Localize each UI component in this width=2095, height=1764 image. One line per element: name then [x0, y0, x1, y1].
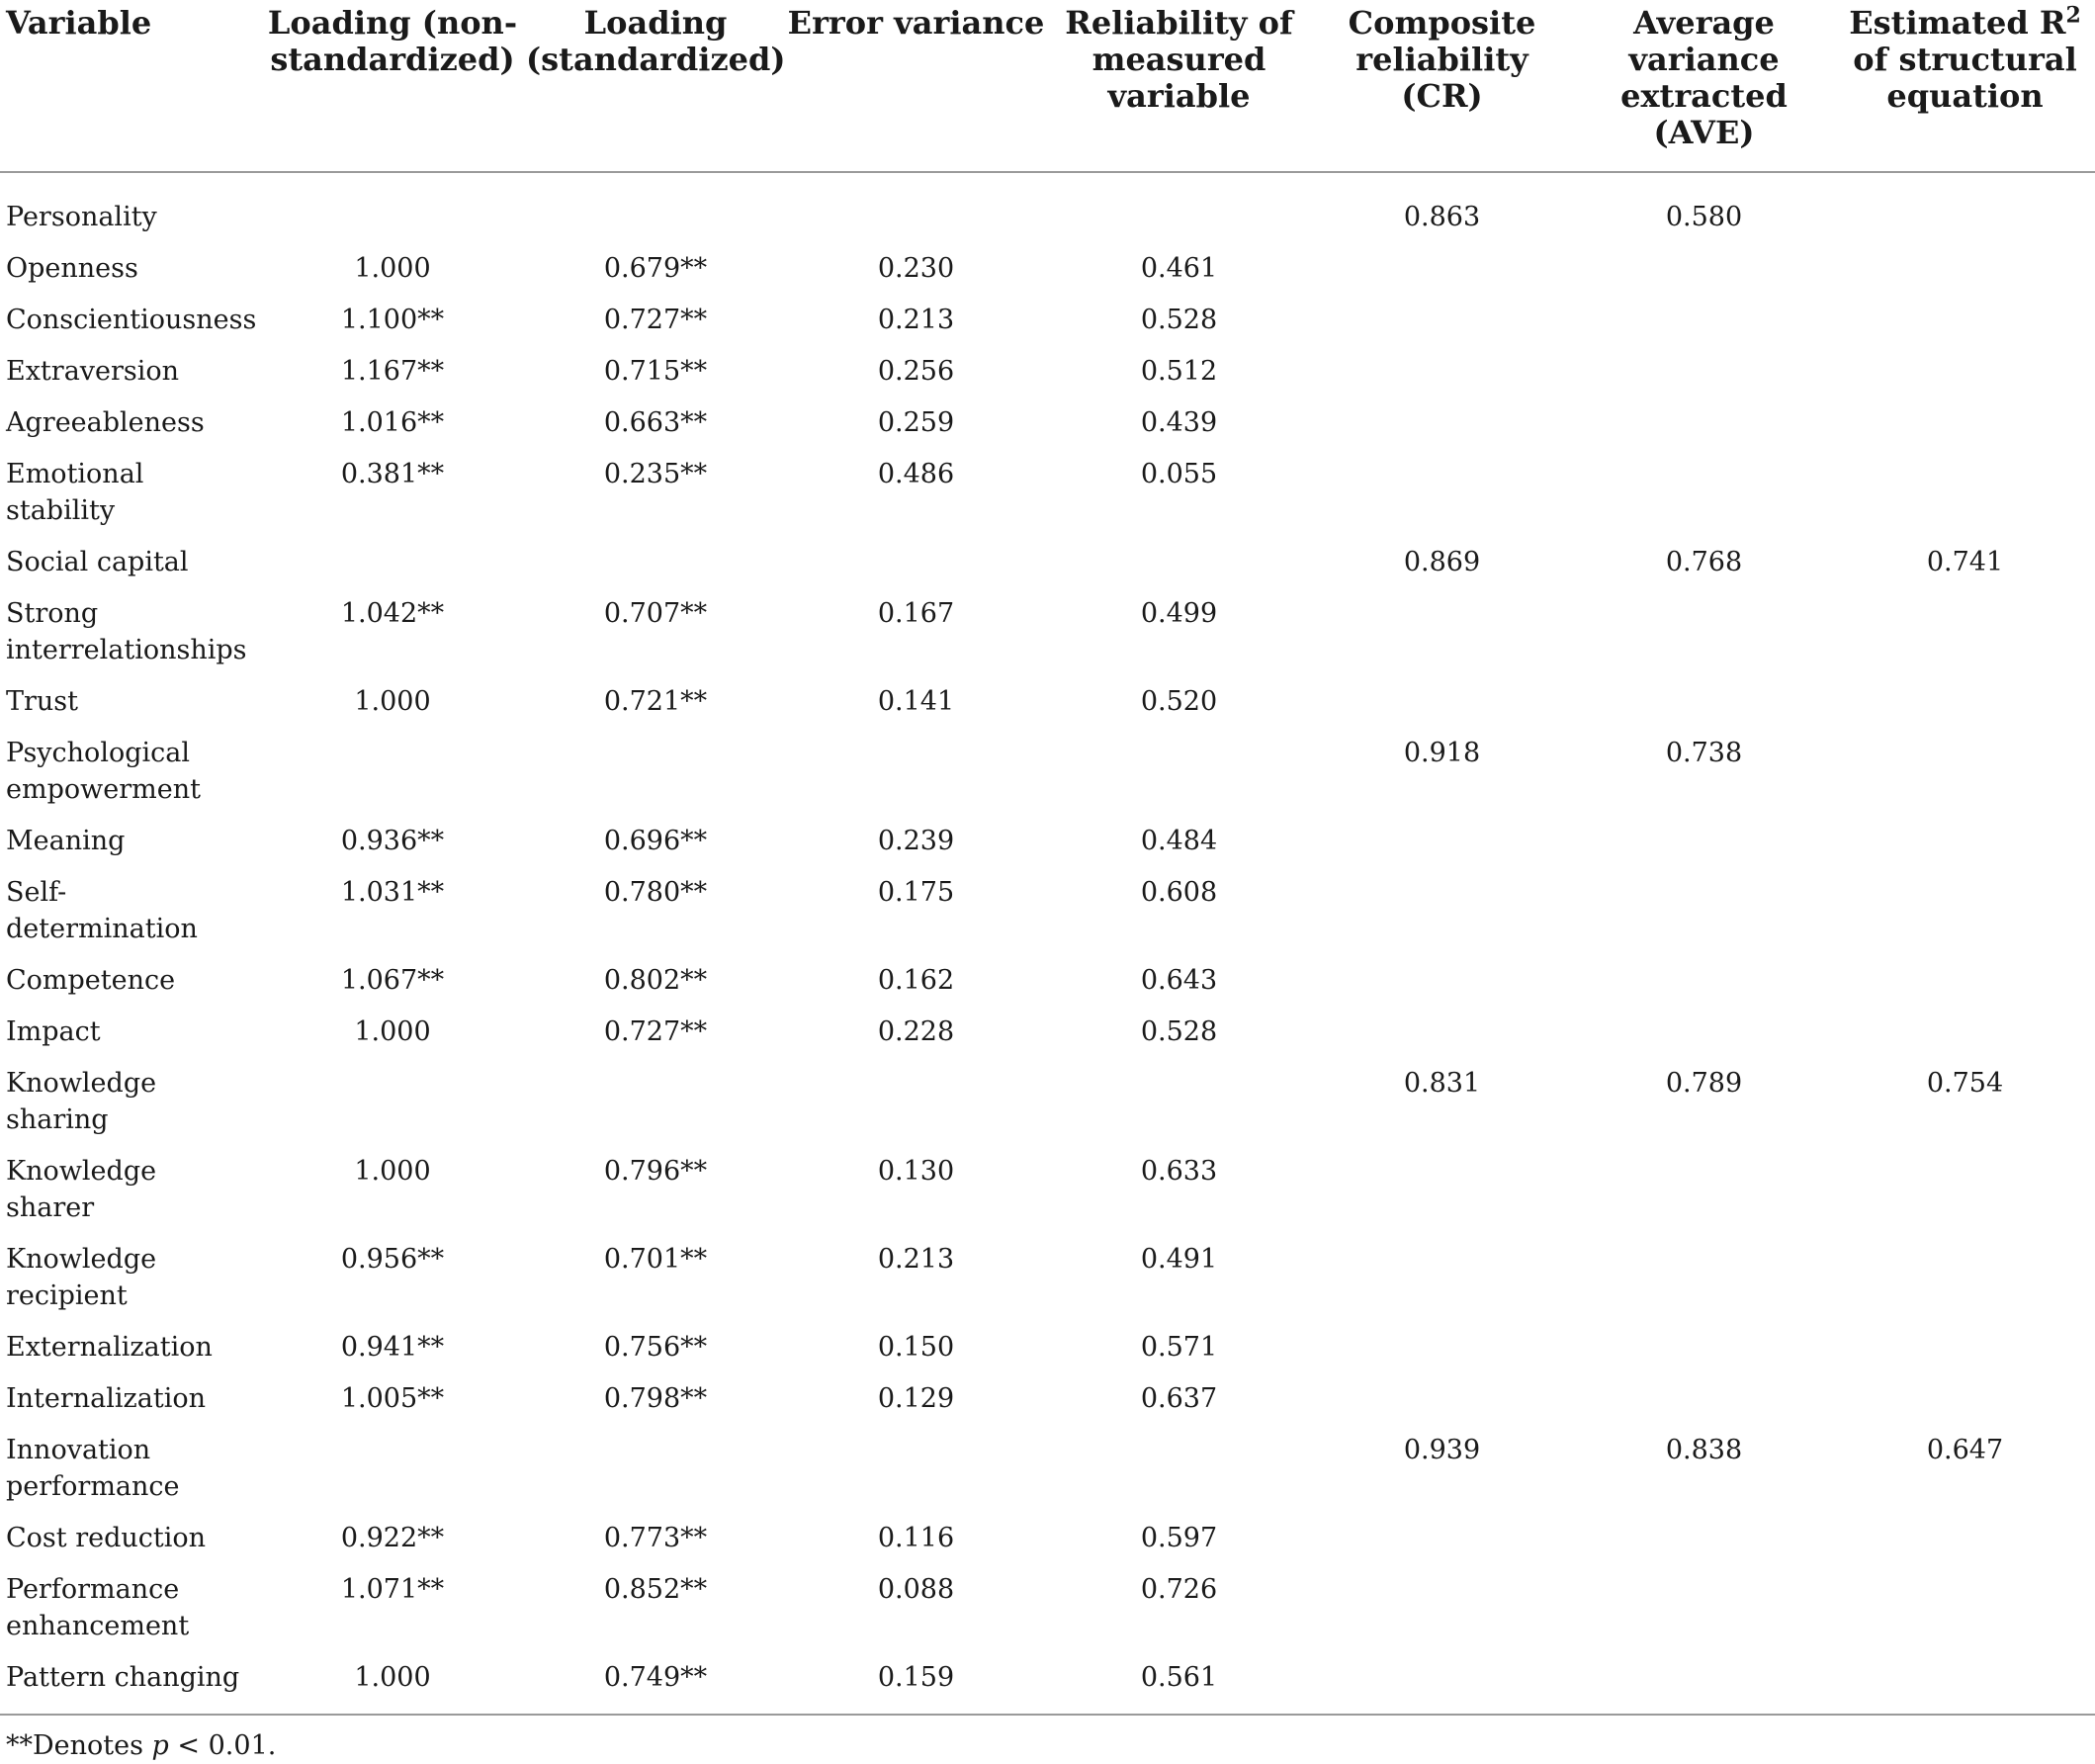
- cell-loading-nonstandardized: 1.167**: [340, 356, 445, 387]
- table-row: [0, 1372, 2095, 1424]
- cell-composite-reliability: [1311, 1321, 1573, 1372]
- cell-loading-standardized: 0.802**: [603, 965, 708, 996]
- cell-estimated-r2: [1835, 1321, 2095, 1372]
- cell-error-variance: 0.259: [877, 407, 955, 438]
- cell-ave: 0.768: [1665, 547, 1743, 577]
- table-row: [0, 727, 2095, 815]
- cell-loading-standardized: 0.749**: [603, 1662, 708, 1693]
- cell-variable: Extraversion: [6, 356, 180, 387]
- cell-ave: [1573, 866, 1835, 954]
- cell-composite-reliability: [1311, 1512, 1573, 1563]
- cell-reliability: 0.528: [1140, 305, 1218, 335]
- cell-estimated-r2: [1835, 1563, 2095, 1651]
- cell-loading-nonstandardized: 0.922**: [340, 1523, 445, 1553]
- table-row: [0, 954, 2095, 1006]
- cell-variable: Strong interrelationships: [6, 598, 247, 665]
- cell-variable: Knowledge recipient: [6, 1244, 157, 1311]
- cell-loading-nonstandardized: 1.042**: [340, 598, 445, 629]
- cell-variable: Emotional stability: [6, 459, 144, 526]
- cell-loading-standardized: 0.773**: [603, 1523, 708, 1553]
- table-row: [0, 1233, 2095, 1321]
- cell-loading-standardized: 0.852**: [603, 1574, 708, 1605]
- cell-variable: Innovation performance: [6, 1435, 180, 1502]
- cell-reliability: 0.571: [1140, 1332, 1218, 1363]
- cell-reliability: [1047, 1424, 1311, 1512]
- cell-composite-reliability: [1311, 1145, 1573, 1233]
- cell-ave: 0.580: [1665, 202, 1743, 232]
- cell-ave: [1573, 1563, 1835, 1651]
- cell-reliability: 0.461: [1140, 253, 1218, 284]
- cell-error-variance: 0.175: [877, 877, 955, 908]
- table-row: [0, 1424, 2095, 1512]
- cell-estimated-r2: 0.741: [1926, 547, 2004, 577]
- cell-variable: Social capital: [6, 547, 189, 577]
- cell-loading-nonstandardized: [259, 1424, 526, 1512]
- table-body: [0, 172, 2095, 1715]
- cell-composite-reliability: [1311, 1563, 1573, 1651]
- cell-variable: Pattern changing: [6, 1662, 240, 1693]
- cell-composite-reliability: [1311, 448, 1573, 536]
- cell-loading-standardized: [526, 1057, 785, 1145]
- cell-variable: Externalization: [6, 1332, 213, 1363]
- cell-variable: Cost reduction: [6, 1523, 207, 1553]
- cell-composite-reliability: [1311, 954, 1573, 1006]
- cell-loading-nonstandardized: 1.067**: [340, 965, 445, 996]
- footnote-italic: p: [151, 1730, 169, 1761]
- cell-composite-reliability: 0.863: [1403, 202, 1481, 232]
- cell-error-variance: 0.129: [877, 1383, 955, 1414]
- table-row: [0, 294, 2095, 345]
- cell-composite-reliability: [1311, 675, 1573, 727]
- cell-loading-nonstandardized: [259, 727, 526, 815]
- cell-error-variance: 0.486: [877, 459, 955, 489]
- cell-loading-standardized: 0.679**: [603, 253, 708, 284]
- cell-reliability: [1047, 1057, 1311, 1145]
- table-row: [0, 536, 2095, 587]
- cell-variable: Openness: [6, 253, 138, 284]
- table-row: [0, 1006, 2095, 1057]
- cell-loading-standardized: [526, 536, 785, 587]
- table-row: [0, 1145, 2095, 1233]
- header-r2-superscript: 2: [2065, 2, 2081, 29]
- cell-error-variance: [785, 727, 1047, 815]
- cell-estimated-r2: [1835, 1006, 2095, 1057]
- cell-loading-nonstandardized: 0.936**: [340, 826, 445, 856]
- cell-estimated-r2: [1835, 1233, 2095, 1321]
- table-row: [0, 1057, 2095, 1145]
- cell-estimated-r2: [1835, 1145, 2095, 1233]
- cell-reliability: [1047, 536, 1311, 587]
- cell-loading-standardized: 0.796**: [603, 1156, 708, 1187]
- cell-ave: 0.738: [1665, 738, 1743, 768]
- cell-reliability: 0.491: [1140, 1244, 1218, 1275]
- cell-loading-standardized: 0.707**: [603, 598, 708, 629]
- cell-ave: [1573, 1233, 1835, 1321]
- table-row: [0, 1321, 2095, 1372]
- header-loading-standardized: Loading (standardized): [526, 4, 786, 78]
- cell-estimated-r2: [1835, 866, 2095, 954]
- cell-error-variance: 0.130: [877, 1156, 955, 1187]
- cell-loading-nonstandardized: 1.000: [354, 1662, 431, 1693]
- cell-ave: [1573, 954, 1835, 1006]
- cell-reliability: 0.512: [1140, 356, 1218, 387]
- cell-loading-nonstandardized: [259, 172, 526, 242]
- cell-loading-nonstandardized: 1.000: [354, 253, 431, 284]
- cell-reliability: 0.439: [1140, 407, 1218, 438]
- cell-loading-standardized: 0.727**: [603, 1016, 708, 1047]
- cell-ave: [1573, 1006, 1835, 1057]
- cell-variable: Internalization: [6, 1383, 206, 1414]
- cell-loading-nonstandardized: 1.000: [354, 686, 431, 717]
- cell-estimated-r2: [1835, 675, 2095, 727]
- table-row: [0, 1563, 2095, 1651]
- cell-loading-standardized: [526, 727, 785, 815]
- cell-composite-reliability: 0.831: [1403, 1068, 1481, 1099]
- cell-loading-nonstandardized: 1.100**: [340, 305, 445, 335]
- cell-error-variance: 0.213: [877, 1244, 955, 1275]
- cell-estimated-r2: [1835, 587, 2095, 675]
- cell-ave: 0.789: [1665, 1068, 1743, 1099]
- cell-composite-reliability: [1311, 815, 1573, 866]
- cell-error-variance: 0.141: [877, 686, 955, 717]
- cell-loading-nonstandardized: 1.000: [354, 1016, 431, 1047]
- table-row: [0, 815, 2095, 866]
- table-row: [0, 587, 2095, 675]
- cell-composite-reliability: [1311, 345, 1573, 397]
- cell-composite-reliability: [1311, 294, 1573, 345]
- cell-error-variance: [785, 172, 1047, 242]
- cell-loading-nonstandardized: 0.941**: [340, 1332, 445, 1363]
- cell-error-variance: 0.162: [877, 965, 955, 996]
- cell-loading-nonstandardized: 0.381**: [340, 459, 445, 489]
- cell-loading-standardized: [526, 1424, 785, 1512]
- cell-composite-reliability: [1311, 1651, 1573, 1715]
- cell-composite-reliability: [1311, 1372, 1573, 1424]
- cell-variable: Psychological empowerment: [6, 738, 201, 805]
- header-error-variance: Error variance: [787, 4, 1045, 42]
- cell-ave: [1573, 815, 1835, 866]
- cell-error-variance: 0.150: [877, 1332, 955, 1363]
- cell-reliability: 0.499: [1140, 598, 1218, 629]
- table-row: [0, 1512, 2095, 1563]
- cell-reliability: 0.484: [1140, 826, 1218, 856]
- cell-loading-standardized: [526, 172, 785, 242]
- cell-estimated-r2: 0.647: [1926, 1435, 2004, 1465]
- table-row: [0, 1651, 2095, 1715]
- cell-composite-reliability: 0.869: [1403, 547, 1481, 577]
- cell-reliability: 0.633: [1140, 1156, 1218, 1187]
- cell-variable: Conscientiousness: [6, 305, 257, 335]
- cell-reliability: 0.561: [1140, 1662, 1218, 1693]
- table-header: [0, 0, 2095, 172]
- cell-composite-reliability: [1311, 397, 1573, 448]
- cell-error-variance: 0.256: [877, 356, 955, 387]
- cell-estimated-r2: [1835, 954, 2095, 1006]
- header-loading-nonstandardized: Loading (non-standardized): [267, 4, 518, 78]
- cell-ave: [1573, 294, 1835, 345]
- cell-estimated-r2: [1835, 397, 2095, 448]
- cell-variable: Competence: [6, 965, 176, 996]
- cell-ave: [1573, 397, 1835, 448]
- cell-estimated-r2: [1835, 172, 2095, 242]
- cell-loading-nonstandardized: 1.005**: [340, 1383, 445, 1414]
- header-r2-suffix: of structural equation: [1853, 41, 2077, 115]
- cell-ave: [1573, 1512, 1835, 1563]
- cell-error-variance: [785, 1057, 1047, 1145]
- cell-loading-standardized: 0.780**: [603, 877, 708, 908]
- cell-error-variance: 0.213: [877, 305, 955, 335]
- cell-reliability: 0.726: [1140, 1574, 1218, 1605]
- cell-loading-nonstandardized: 1.071**: [340, 1574, 445, 1605]
- cell-error-variance: [785, 1424, 1047, 1512]
- cell-variable: Knowledge sharer: [6, 1156, 157, 1223]
- cell-reliability: 0.597: [1140, 1523, 1218, 1553]
- cell-variable: Impact: [6, 1016, 101, 1047]
- cell-estimated-r2: [1835, 448, 2095, 536]
- cell-loading-standardized: 0.727**: [603, 305, 708, 335]
- cell-composite-reliability: [1311, 1233, 1573, 1321]
- cell-error-variance: [785, 536, 1047, 587]
- cell-ave: [1573, 675, 1835, 727]
- cell-ave: [1573, 587, 1835, 675]
- cell-composite-reliability: [1311, 1006, 1573, 1057]
- table-row: [0, 345, 2095, 397]
- cell-variable: Personality: [6, 202, 157, 232]
- cell-variable: Trust: [6, 686, 79, 717]
- table-row: [0, 172, 2095, 242]
- cell-estimated-r2: [1835, 1651, 2095, 1715]
- cell-estimated-r2: [1835, 815, 2095, 866]
- cell-estimated-r2: [1835, 345, 2095, 397]
- cell-ave: [1573, 345, 1835, 397]
- cell-estimated-r2: [1835, 294, 2095, 345]
- cell-ave: [1573, 448, 1835, 536]
- cell-ave: 0.838: [1665, 1435, 1743, 1465]
- cell-loading-nonstandardized: 1.016**: [340, 407, 445, 438]
- cell-composite-reliability: 0.918: [1403, 738, 1481, 768]
- cell-reliability: 0.055: [1140, 459, 1218, 489]
- cell-reliability: [1047, 172, 1311, 242]
- cell-loading-standardized: 0.663**: [603, 407, 708, 438]
- cell-error-variance: 0.228: [877, 1016, 955, 1047]
- cell-error-variance: 0.239: [877, 826, 955, 856]
- cell-loading-standardized: 0.696**: [603, 826, 708, 856]
- header-ave: Average variance extracted (AVE): [1620, 4, 1788, 151]
- cell-reliability: 0.528: [1140, 1016, 1218, 1047]
- cell-error-variance: 0.230: [877, 253, 955, 284]
- cell-loading-standardized: 0.798**: [603, 1383, 708, 1414]
- cell-loading-standardized: 0.721**: [603, 686, 708, 717]
- cell-reliability: 0.637: [1140, 1383, 1218, 1414]
- cell-variable: Performance enhancement: [6, 1574, 190, 1641]
- cell-composite-reliability: [1311, 866, 1573, 954]
- cell-reliability: [1047, 727, 1311, 815]
- cell-ave: [1573, 1321, 1835, 1372]
- cell-error-variance: 0.159: [877, 1662, 955, 1693]
- cell-estimated-r2: [1835, 1372, 2095, 1424]
- header-r2-prefix: Estimated R: [1849, 4, 2066, 42]
- cell-error-variance: 0.088: [877, 1574, 955, 1605]
- header-composite-reliability: Composite reliability (CR): [1348, 4, 1536, 115]
- table-row: [0, 448, 2095, 536]
- table-row: [0, 242, 2095, 294]
- cell-reliability: 0.643: [1140, 965, 1218, 996]
- header-reliability: Reliability of measured variable: [1065, 4, 1293, 115]
- cell-ave: [1573, 1145, 1835, 1233]
- footnote-suffix: < 0.01.: [168, 1730, 277, 1761]
- cell-variable: Meaning: [6, 826, 126, 856]
- cell-composite-reliability: [1311, 587, 1573, 675]
- cell-estimated-r2: [1835, 727, 2095, 815]
- cell-error-variance: 0.167: [877, 598, 955, 629]
- cell-estimated-r2: [1835, 242, 2095, 294]
- cell-loading-standardized: 0.701**: [603, 1244, 708, 1275]
- table-footnote: [0, 1716, 2095, 1764]
- cell-error-variance: 0.116: [877, 1523, 955, 1553]
- table-row: [0, 675, 2095, 727]
- cell-loading-nonstandardized: 1.000: [354, 1156, 431, 1187]
- cell-composite-reliability: [1311, 242, 1573, 294]
- cell-loading-standardized: 0.756**: [603, 1332, 708, 1363]
- cell-loading-standardized: 0.235**: [603, 459, 708, 489]
- table-row: [0, 866, 2095, 954]
- cell-ave: [1573, 1372, 1835, 1424]
- cell-loading-standardized: 0.715**: [603, 356, 708, 387]
- cell-loading-nonstandardized: 1.031**: [340, 877, 445, 908]
- header-variable: Variable: [6, 4, 152, 42]
- cell-variable: Knowledge sharing: [6, 1068, 157, 1135]
- cell-loading-nonstandardized: [259, 536, 526, 587]
- cell-reliability: 0.520: [1140, 686, 1218, 717]
- cell-reliability: 0.608: [1140, 877, 1218, 908]
- cell-variable: Agreeableness: [6, 407, 205, 438]
- cell-ave: [1573, 242, 1835, 294]
- cell-ave: [1573, 1651, 1835, 1715]
- footnote-prefix: **Denotes: [6, 1730, 152, 1761]
- header-estimated-r2: [1835, 0, 2095, 172]
- cell-variable: Self-determination: [6, 877, 198, 944]
- cell-estimated-r2: [1835, 1512, 2095, 1563]
- cell-composite-reliability: 0.939: [1403, 1435, 1481, 1465]
- table-row: [0, 397, 2095, 448]
- cell-estimated-r2: 0.754: [1926, 1068, 2004, 1099]
- cell-loading-nonstandardized: [259, 1057, 526, 1145]
- cell-loading-nonstandardized: 0.956**: [340, 1244, 445, 1275]
